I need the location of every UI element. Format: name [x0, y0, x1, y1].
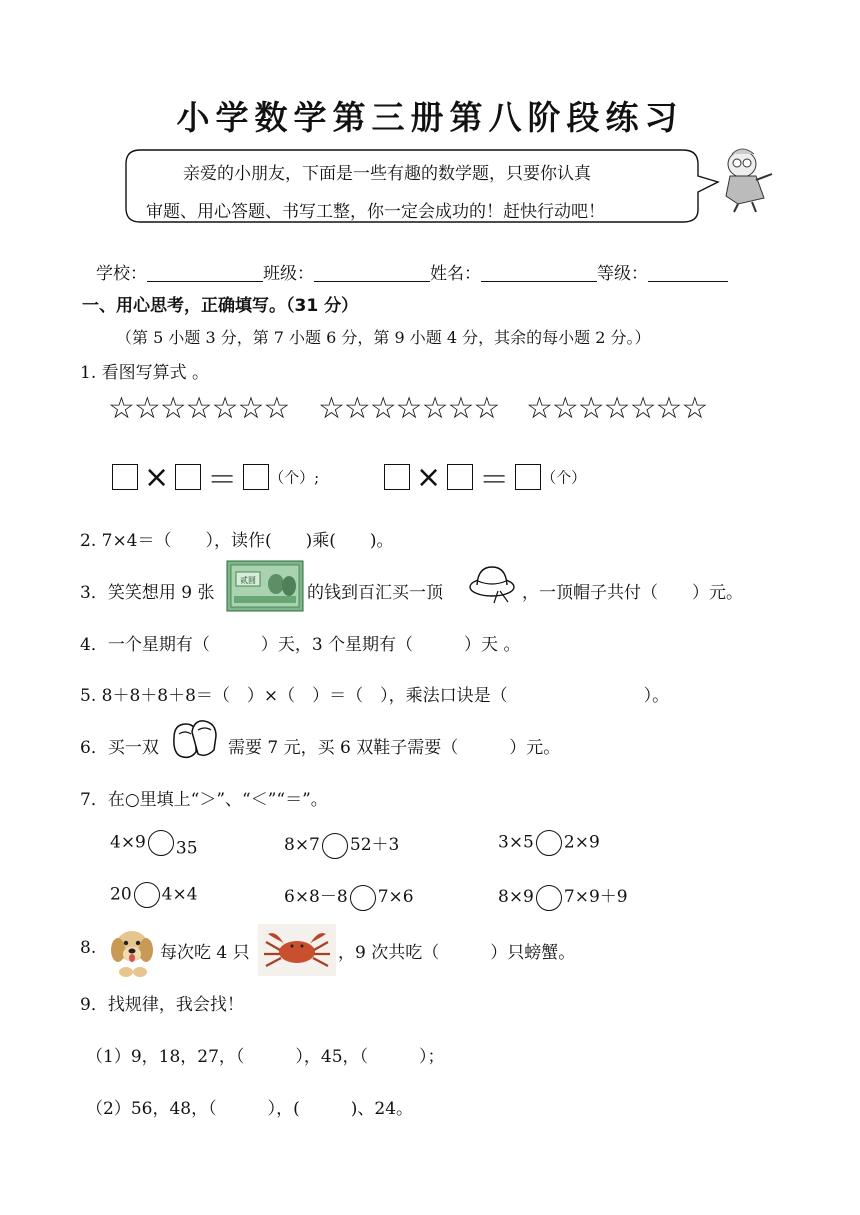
- compare-left: 6×8－8: [284, 887, 348, 907]
- question-1: 1. 看图写算式 。: [80, 363, 210, 383]
- compare-left: 8×7: [284, 835, 320, 855]
- question-6-part-1: 6．买一双: [80, 738, 159, 758]
- equation-1: [112, 455, 319, 499]
- page-title: 小学数学第三册第八阶段练习: [176, 98, 684, 137]
- name-field[interactable]: [481, 263, 597, 282]
- crab-image: [258, 924, 336, 976]
- compare-left: 4×9: [110, 832, 146, 853]
- compare-left: 20: [110, 884, 132, 905]
- bubble-line-1: 亲爱的小朋友，下面是一些有趣的数学题，只要你认真: [183, 164, 591, 184]
- compare-right: 7×9＋9: [563, 887, 628, 907]
- question-3-part-1: 3．笑笑想用 9 张: [80, 583, 215, 603]
- student-info-line: [96, 259, 728, 284]
- dog-image: [106, 922, 158, 978]
- times-sign: ×: [144, 459, 170, 495]
- grade-label: 等级：: [597, 264, 648, 284]
- compare-circle[interactable]: [148, 830, 174, 856]
- compare-right: 52＋3: [349, 835, 400, 855]
- compare-item: [498, 882, 628, 911]
- question-9-sub-1: （1）9，18，27，（ ），45，（ ）；: [86, 1047, 445, 1067]
- compare-item: [498, 830, 600, 856]
- class-field[interactable]: [314, 263, 430, 282]
- compare-left: 3×5: [498, 832, 534, 853]
- compare-left: 8×9: [498, 887, 534, 907]
- compare-right: 2×9: [563, 832, 600, 853]
- answer-box[interactable]: [515, 464, 541, 490]
- equals-sign: ＝: [207, 463, 238, 498]
- name-label: 姓名：: [430, 264, 481, 284]
- compare-circle[interactable]: [322, 833, 348, 859]
- section-1-heading: 一、用心思考，正确填写。（31 分）: [82, 296, 359, 316]
- unit-label: （个）: [541, 468, 587, 487]
- unit-label: （个）;: [269, 468, 320, 487]
- question-8-part-2: ，9 次共吃（ ）只螃蟹。: [338, 943, 576, 963]
- compare-item: [284, 830, 399, 859]
- question-8-number: 8.: [80, 938, 97, 958]
- question-3-part-3: ，一顶帽子共付（ ）元。: [522, 583, 743, 603]
- question-5: 5. 8＋8＋8＋8＝（ ）×（ ）＝（ ），乘法口诀是（ ）。: [80, 686, 670, 706]
- compare-circle[interactable]: [350, 885, 376, 911]
- shoes-icon: [170, 716, 220, 762]
- answer-box[interactable]: [112, 464, 138, 490]
- compare-item: [110, 830, 198, 859]
- class-label: 班级：: [263, 264, 314, 284]
- banknote-image: [226, 560, 304, 612]
- star-group-2: ☆☆☆☆☆☆☆: [318, 391, 500, 426]
- answer-box[interactable]: [384, 464, 410, 490]
- school-field[interactable]: [147, 263, 263, 282]
- question-9: 9．找规律，我会找！: [80, 995, 244, 1015]
- compare-item: [110, 882, 198, 908]
- star-group-3: ☆☆☆☆☆☆☆: [526, 391, 708, 426]
- compare-item: [284, 882, 414, 911]
- grade-field[interactable]: [648, 263, 728, 282]
- compare-circle[interactable]: [536, 885, 562, 911]
- question-2: 2. 7×4＝（ ），读作( )乘( )。: [80, 531, 394, 551]
- equation-2: [384, 455, 586, 499]
- question-6-part-2: 需要 7 元，买 6 双鞋子需要（ ）元。: [228, 738, 561, 758]
- star-group-1: ☆☆☆☆☆☆☆: [108, 391, 290, 426]
- question-3-part-2: 的钱到百汇买一顶: [307, 583, 443, 603]
- question-9-sub-2: （2）56，48，（ ），( )、24。: [86, 1099, 413, 1119]
- times-sign: ×: [416, 459, 442, 495]
- answer-box[interactable]: [175, 464, 201, 490]
- school-label: 学校：: [96, 264, 147, 284]
- hat-icon: [468, 561, 518, 605]
- answer-box[interactable]: [243, 464, 269, 490]
- compare-circle[interactable]: [536, 830, 562, 856]
- teacher-cartoon-icon: [718, 146, 776, 214]
- compare-right: 7×6: [377, 887, 414, 907]
- banknote-label: 贰圆: [240, 576, 256, 585]
- compare-right: 4×4: [161, 884, 198, 905]
- equals-sign: ＝: [479, 463, 510, 498]
- answer-box[interactable]: [447, 464, 473, 490]
- bubble-line-2: 审题、用心答题、书写工整，你一定会成功的！赶快行动吧！: [146, 202, 605, 222]
- section-1-note: （第 5 小题 3 分，第 7 小题 6 分，第 9 小题 4 分，其余的每小题 2 分。）: [116, 328, 651, 347]
- compare-right: 35: [175, 838, 198, 859]
- question-4: 4．一个星期有（ ）天，3 个星期有（ ）天 。: [80, 635, 521, 655]
- question-7: 7．在○里填上“＞”、“＜”“＝”。: [80, 790, 328, 810]
- compare-circle[interactable]: [134, 882, 160, 908]
- question-8-part-1: 每次吃 4 只: [160, 943, 250, 963]
